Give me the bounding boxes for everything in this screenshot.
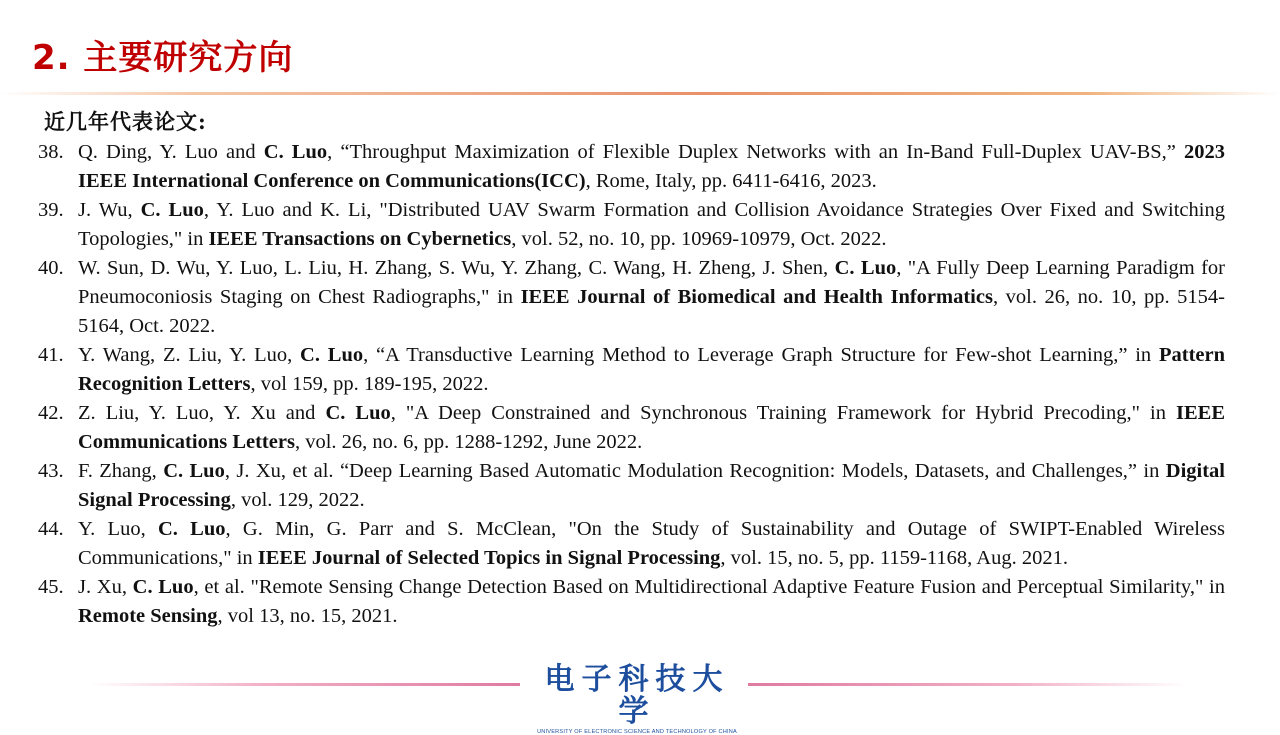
- logo-english-name: UNIVERSITY OF ELECTRONIC SCIENCE AND TECHNOLOGY OF CHINA: [537, 729, 737, 735]
- paper-number: 43.: [38, 460, 64, 482]
- paper-authors: J. Wu,: [78, 199, 141, 221]
- highlighted-author: C. Luo: [325, 402, 391, 424]
- paper-number: 44.: [38, 518, 64, 540]
- paper-authors: F. Zhang,: [78, 460, 164, 482]
- paper-venue: Pattern Recognition Letters: [78, 344, 1225, 395]
- highlighted-author: C. Luo: [300, 344, 364, 366]
- logo-chinese-name: 电子科技大学: [544, 662, 730, 729]
- paper-number: 45.: [38, 576, 64, 598]
- paper-title: , “Throughput Maximization of Flexible Duplex Networks with an In-Band Full-Duplex UAV-BS,”: [327, 141, 1185, 163]
- footer-divider-left: [90, 683, 520, 686]
- highlighted-author: C. Luo: [834, 257, 897, 279]
- header-divider: [0, 92, 1280, 95]
- paper-title: , "A Deep Constrained and Synchronous Training Framework for Hybrid Precoding," in: [390, 402, 1177, 424]
- paper-number: 40.: [38, 257, 64, 279]
- paper-title: , Y. Luo and K. Li, "Distributed UAV Swarm Formation and Collision Avoidance Strategies Over Fixed and Switching Topologies," in: [78, 199, 1225, 250]
- paper-title: , et al. "Remote Sensing Change Detection Based on Multidirectional Adaptive Feature Fusion and Perceptual Similarity," in: [193, 576, 1225, 598]
- paper-venue: IEEE Transactions on Cybernetics: [208, 228, 512, 250]
- highlighted-author: C. Luo: [140, 199, 204, 221]
- paper-authors: Z. Liu, Y. Luo, Y. Xu and: [78, 402, 326, 424]
- paper-number: 38.: [38, 141, 64, 163]
- paper-authors: Y. Luo,: [78, 518, 158, 540]
- paper-venue: IEEE Communications Letters: [78, 402, 1226, 453]
- highlighted-author: C. Luo: [132, 576, 194, 598]
- paper-venue: Remote Sensing: [78, 605, 218, 627]
- paper-list: [38, 138, 1225, 631]
- paper-venue: Digital Signal Processing: [78, 460, 1225, 511]
- paper-details: , vol. 26, no. 6, pp. 1288-1292, June 2022.: [294, 431, 643, 453]
- paper-item-40: [38, 254, 1225, 341]
- paper-venue: IEEE Journal of Selected Topics in Signal Processing: [257, 547, 721, 569]
- paper-item-38: [38, 138, 1225, 196]
- paper-authors: J. Xu,: [78, 576, 133, 598]
- paper-details: , vol. 52, no. 10, pp. 10969-10979, Oct. 2022.: [511, 228, 887, 250]
- paper-title: , "A Fully Deep Learning Paradigm for Pneumoconiosis Staging on Chest Radiographs," in: [78, 257, 1225, 308]
- paper-title: , J. Xu, et al. “Deep Learning Based Automatic Modulation Recognition: Models, Datasets, and Challenges,” in: [224, 460, 1166, 482]
- slide-title: 2. 主要研究方向: [32, 38, 294, 78]
- paper-number: 42.: [38, 402, 64, 424]
- paper-venue: IEEE Journal of Biomedical and Health Informatics: [520, 286, 993, 308]
- paper-details: , vol 159, pp. 189-195, 2022.: [250, 373, 489, 395]
- paper-item-44: [38, 515, 1225, 573]
- paper-title: , G. Min, G. Parr and S. McClean, "On the Study of Sustainability and Outage of SWIPT-Enabled Wireless Communications," in: [78, 518, 1225, 569]
- paper-authors: Y. Wang, Z. Liu, Y. Luo,: [78, 344, 301, 366]
- paper-item-43: [38, 457, 1225, 515]
- footer-divider-right: [748, 683, 1188, 686]
- paper-item-39: [38, 196, 1225, 254]
- paper-details: , vol 13, no. 15, 2021.: [217, 605, 398, 627]
- paper-number: 41.: [38, 344, 64, 366]
- paper-authors: Q. Ding, Y. Luo and: [78, 141, 264, 163]
- paper-number: 39.: [38, 199, 64, 221]
- paper-item-41: [38, 341, 1225, 399]
- paper-item-45: [38, 573, 1225, 631]
- highlighted-author: C. Luo: [157, 518, 226, 540]
- paper-details: , vol. 26, no. 10, pp. 5154-5164, Oct. 2022.: [78, 286, 1225, 337]
- university-logo: [528, 664, 746, 735]
- paper-details: , vol. 129, 2022.: [230, 489, 365, 511]
- section-subheading: 近几年代表论文:: [44, 109, 207, 134]
- highlighted-author: C. Luo: [163, 460, 225, 482]
- paper-item-42: [38, 399, 1225, 457]
- paper-details: , Rome, Italy, pp. 6411-6416, 2023.: [585, 170, 877, 192]
- paper-title: , “A Transductive Learning Method to Leverage Graph Structure for Few-shot Learning,” in: [363, 344, 1159, 366]
- paper-details: , vol. 15, no. 5, pp. 1159-1168, Aug. 2021.: [720, 547, 1068, 569]
- paper-venue: 2023 IEEE International Conference on Communications(ICC): [78, 141, 1226, 192]
- highlighted-author: C. Luo: [263, 141, 328, 163]
- paper-authors: W. Sun, D. Wu, Y. Luo, L. Liu, H. Zhang, S. Wu, Y. Zhang, C. Wang, H. Zheng, J. Shen,: [78, 257, 835, 279]
